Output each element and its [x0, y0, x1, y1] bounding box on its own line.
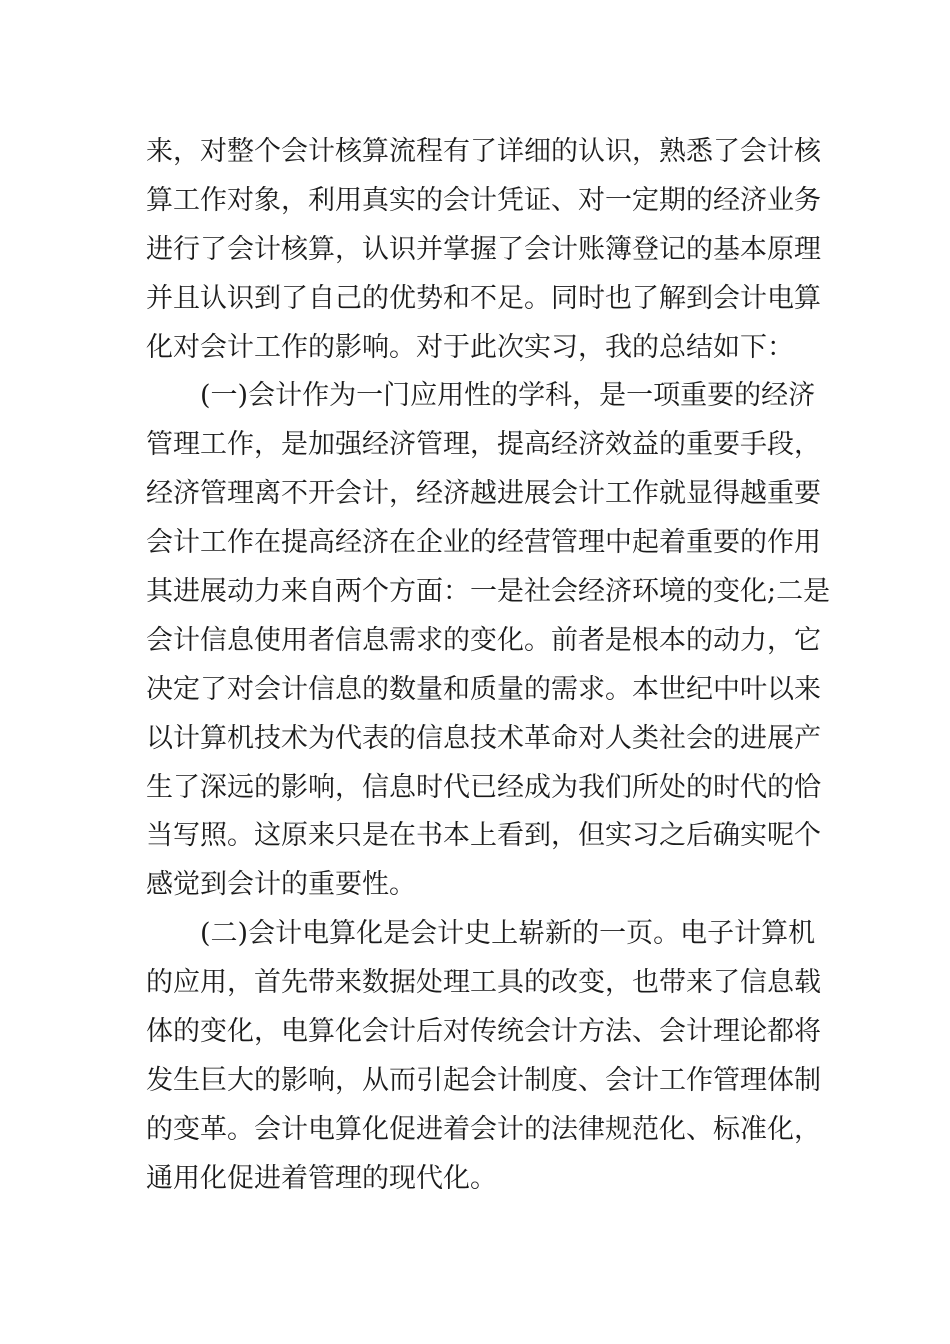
text-line: 来，对整个会计核算流程有了详细的认识，熟悉了会计核 — [146, 136, 821, 167]
text-line: 通用化促进着管理的现代化。 — [146, 1162, 497, 1194]
paragraph-point-2 — [146, 910, 821, 1203]
text-line: 决定了对会计信息的数量和质量的需求。本世纪中叶以来 — [146, 673, 821, 705]
text-line: (二)会计电算化是会计史上崭新的一页。电子计算机 — [200, 918, 816, 950]
text-line: 经济管理离不开会计，经济越进展会计工作就显得越重要 — [146, 478, 821, 510]
text-line: 生了深远的影响，信息时代已经成为我们所处的时代的恰 — [146, 771, 821, 803]
text-line: 化对会计工作的影响。对于此次实习，我的总结如下： — [146, 331, 794, 363]
text-line: 会计工作在提高经济在企业的经营管理中起着重要的作用 — [146, 527, 821, 559]
text-line: 感觉到会计的重要性。 — [146, 869, 416, 901]
text-line: 会计信息使用者信息需求的变化。前者是根本的动力，它 — [146, 624, 821, 656]
text-line: 的变革。会计电算化促进着会计的法律规范化、标准化， — [146, 1113, 821, 1145]
paragraph-intro — [146, 128, 821, 372]
text-line: 其进展动力来自两个方面：一是社会经济环境的变化;二是 — [146, 576, 831, 608]
paragraph-point-1 — [146, 372, 831, 910]
text-line: 进行了会计核算，认识并掌握了会计账簿登记的基本原理 — [146, 233, 821, 265]
text-line: 体的变化，电算化会计后对传统会计方法、会计理论都将 — [146, 1016, 821, 1048]
text-line: 当写照。这原来只是在书本上看到，但实习之后确实呢个 — [146, 820, 821, 852]
text-line: 管理工作，是加强经济管理，提高经济效益的重要手段， — [146, 429, 821, 461]
text-line: 并且认识到了自己的优势和不足。同时也了解到会计电算 — [146, 282, 821, 314]
text-line: 以计算机技术为代表的信息技术革命对人类社会的进展产 — [146, 722, 821, 754]
text-line: 发生巨大的影响，从而引起会计制度、会计工作管理体制 — [146, 1064, 821, 1096]
text-line: 算工作对象，利用真实的会计凭证、对一定期的经济业务 — [146, 184, 821, 216]
document-body — [146, 128, 831, 1204]
text-line: (一)会计作为一门应用性的学科，是一项重要的经济 — [200, 380, 816, 412]
text-line: 的应用，首先带来数据处理工具的改变，也带来了信息载 — [146, 967, 821, 999]
